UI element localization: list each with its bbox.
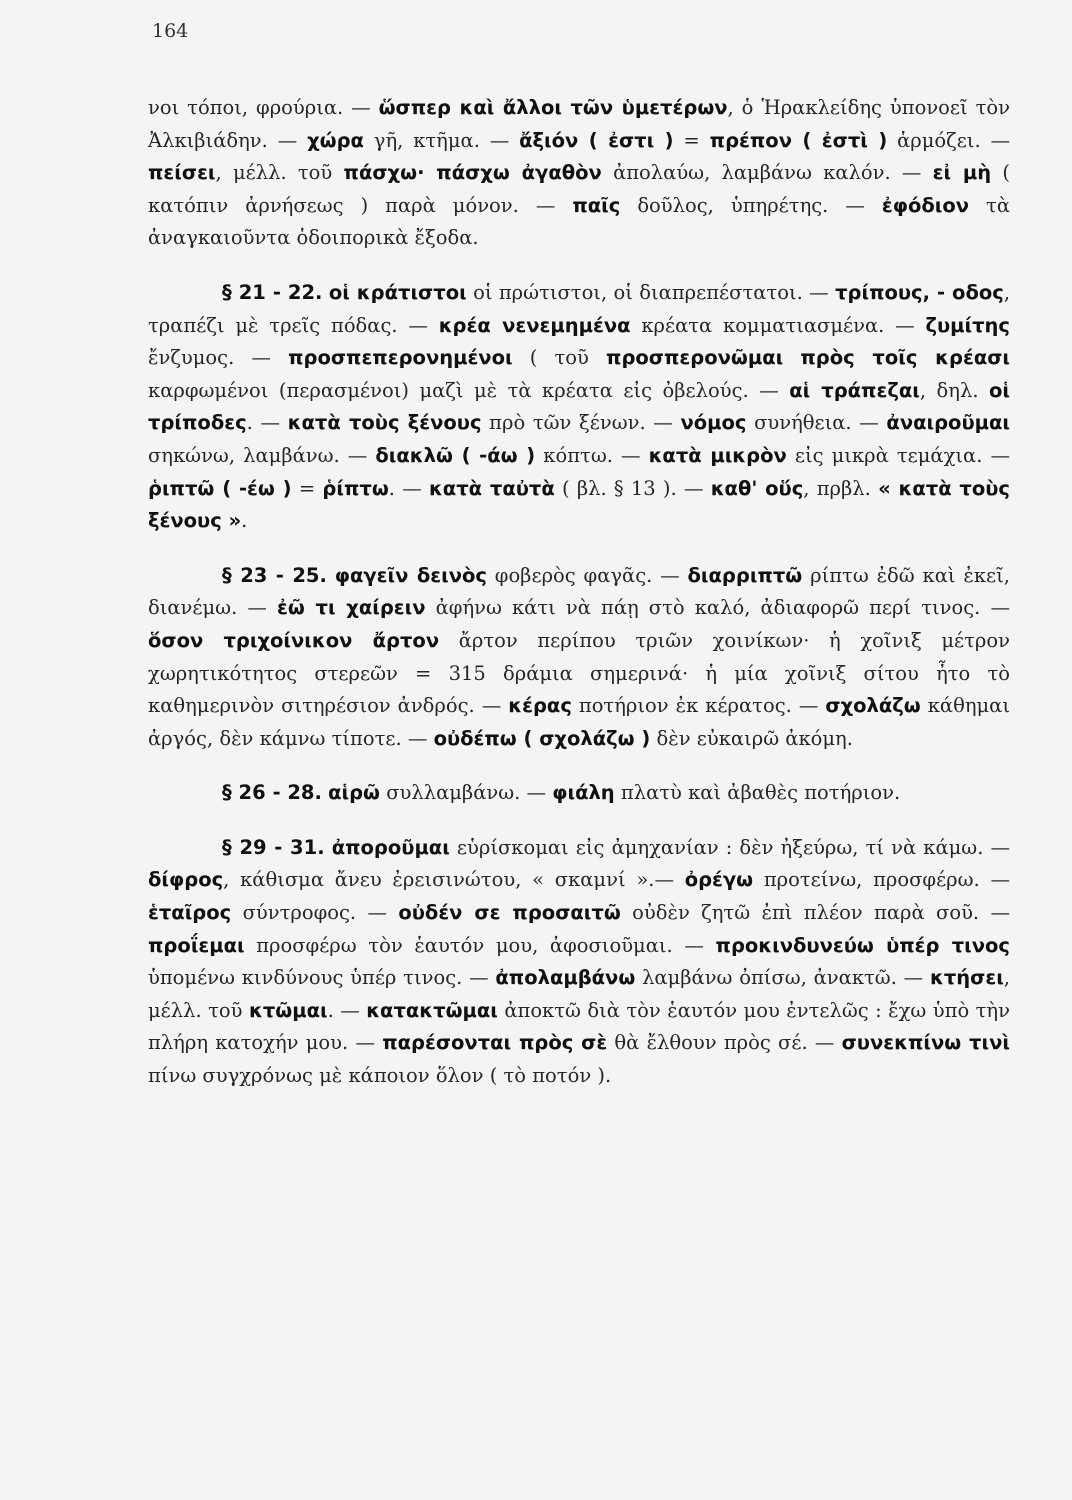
- gloss-text: πρὸ τῶν ξένων. —: [481, 411, 681, 435]
- gloss-text: κάθημαι ἀργός, δὲν κάμνω τίποτε. —: [148, 694, 1010, 750]
- section-reference: § 29 - 31.: [222, 835, 325, 859]
- lemma-term: καθ' οὕς: [710, 476, 804, 500]
- lemma-term: σχολάζω: [825, 694, 921, 718]
- gloss-text: . —: [246, 411, 288, 435]
- lemma-term: ἐῶ τι χαίρειν: [277, 596, 426, 620]
- lemma-term: πρέπον ( ἐστὶ ): [709, 128, 888, 152]
- lemma-term: πρὸς τοῖς κρέασι: [800, 346, 1011, 370]
- lemma-term: αἱ τράπεζαι: [789, 378, 920, 402]
- lemma-term: οἱ κράτιστοι: [328, 280, 467, 304]
- gloss-text: ἀπολαύω, λαμβάνω καλόν. —: [601, 161, 933, 185]
- lemma-term: συνεκπίνω τινὶ: [841, 1031, 1010, 1055]
- commentary-paragraph: [148, 92, 1010, 255]
- gloss-text: , μέλλ. τοῦ: [215, 161, 344, 185]
- gloss-text: ἀφήνω κάτι νὰ πάῃ στὸ καλό, ἀδιαφορῶ περί τινος. —: [425, 596, 1010, 620]
- lemma-term: κατακτῶμαι: [366, 998, 498, 1022]
- gloss-text: εἰς μικρὰ τεμάχια. —: [786, 443, 1010, 467]
- gloss-text: . —: [327, 998, 367, 1022]
- gloss-text: πλατὺ καὶ ἀβαθὲς ποτήριον.: [614, 781, 901, 805]
- lemma-term: προσπερονῶμαι: [606, 346, 784, 370]
- gloss-text: . —: [388, 476, 429, 500]
- gloss-text: ὑπομένω κινδύνους ὑπέρ τινος. —: [148, 966, 496, 990]
- gloss-text: ἄρτον περίπου τριῶν χοινίκων· ἡ χοῖνιξ μέτρον χωρητικότητος στερεῶν = 315 δράμια σημερινά· ἡ μία χοῖνιξ σίτου ἦτο τὸ καθημερινὸν σιτηρέσιον ἀνδρός. —: [148, 628, 1010, 718]
- section-reference: § 26 - 28.: [222, 781, 322, 805]
- lemma-term: ἐφόδιον: [881, 193, 970, 217]
- gloss-text: γῆ, κτῆμα. —: [363, 128, 520, 152]
- gloss-text: νοι τόποι, φρούρια. —: [148, 96, 379, 119]
- lemma-term: φαγεῖν δεινὸς: [334, 563, 487, 587]
- lemma-term: κρέα νενεμημένα: [438, 313, 631, 337]
- lemma-term: « κατὰ τοὺς ξένους »: [148, 476, 1010, 533]
- gloss-text: =: [291, 476, 323, 500]
- lemma-term: προκινδυνεύω ὑπέρ τινος: [715, 933, 1010, 957]
- gloss-text: κρέατα κομματιασμένα. —: [630, 313, 926, 337]
- lemma-term: ὥσπερ καὶ ἄλλοι τῶν ὑμετέρων: [378, 96, 728, 119]
- gloss-text: ἀποκτῶ διὰ τὸν ἑαυτόν μου ἐντελῶς : ἔχω ὑπὸ τὴν πλήρη κατοχήν μου. —: [148, 998, 1010, 1055]
- gloss-text: θὰ ἔλθουν πρὸς σέ. —: [607, 1031, 842, 1055]
- gloss-text: ἁρμόζει. —: [887, 128, 1011, 152]
- lemma-term: ῥίπτω: [322, 476, 389, 500]
- commentary-paragraph: [148, 777, 1010, 810]
- lemma-term: πείσει: [148, 161, 216, 185]
- lemma-term: κτήσει: [929, 966, 1004, 990]
- lemma-term: κατὰ ταὐτὰ: [428, 476, 555, 500]
- gloss-text: , πρβλ.: [803, 476, 879, 500]
- gloss-text: λαμβάνω ὀπίσω, ἀνακτῶ. —: [635, 966, 930, 990]
- commentary-body: [148, 92, 1010, 1093]
- page-number: 164: [152, 20, 189, 42]
- commentary-paragraph: [148, 560, 1010, 756]
- lemma-term: προΐεμαι: [148, 933, 245, 957]
- lemma-term: ῥιπτῶ ( -έω ): [148, 476, 292, 500]
- lemma-term: ἀπολαμβάνω: [495, 966, 636, 990]
- gloss-text: [325, 836, 332, 859]
- gloss-text: οὐδὲν ζητῶ ἐπὶ πλέον παρὰ σοῦ. —: [620, 901, 1010, 925]
- lemma-term: πάσχω· πάσχω ἀγαθὸν: [343, 161, 602, 185]
- lemma-term: νόμος: [680, 411, 747, 435]
- gloss-text: , ὁ Ἡρακλείδης ὑπονοεῖ τὸν Ἀλκιβιάδην. —: [148, 96, 1010, 152]
- gloss-text: φοβερὸς φαγᾶς. —: [486, 563, 688, 587]
- lemma-term: ἀναιροῦμαι: [886, 411, 1010, 435]
- lemma-term: ζυμίτης: [925, 313, 1010, 337]
- lemma-term: οὐδέπω ( σχολάζω ): [433, 726, 651, 750]
- gloss-text: ποτήριον ἐκ κέρατος. —: [571, 694, 826, 718]
- gloss-text: καρφωμένοι (περασμένοι) μαζὶ μὲ τὰ κρέατα εἰς ὀβελούς. —: [148, 378, 790, 402]
- section-reference: § 21 - 22.: [222, 280, 323, 304]
- gloss-text: ( κατόπιν ἀρνήσεως ) παρὰ μόνον. —: [148, 161, 1010, 217]
- lemma-term: φιάλη: [552, 781, 615, 805]
- gloss-text: ἔνζυμος. —: [148, 346, 289, 370]
- lemma-term: εἰ μὴ: [932, 161, 992, 185]
- gloss-text: ( τοῦ: [512, 346, 607, 370]
- lemma-term: αἱρῶ: [328, 781, 380, 805]
- lemma-term: οἱ τρίποδες: [148, 378, 1010, 435]
- lemma-term: κατὰ μικρὸν: [648, 443, 787, 467]
- gloss-text: =: [673, 128, 710, 152]
- section-reference: § 23 - 25.: [222, 563, 327, 587]
- commentary-paragraph: [148, 277, 1010, 538]
- lemma-term: κέρας: [508, 694, 572, 718]
- gloss-text: , κάθισμα ἄνευ ἐρεισινώτου, « σκαμνί ».—: [223, 868, 685, 892]
- lemma-term: κατὰ τοὺς ξένους: [287, 411, 482, 435]
- gloss-text: προτείνω, προσφέρω. —: [753, 868, 1010, 892]
- gloss-text: , μέλλ. τοῦ: [148, 966, 1010, 1022]
- lemma-term: προσπεπερονημένοι: [288, 346, 513, 370]
- gloss-text: , τραπέζι μὲ τρεῖς πόδας. —: [148, 280, 1011, 337]
- lemma-term: διαρριπτῶ: [687, 563, 803, 587]
- lemma-term: χώρα: [307, 128, 364, 152]
- lemma-term: δίφρος: [148, 868, 224, 892]
- gloss-text: πίνω συγχρόνως μὲ κάποιον ὅλον ( τὸ ποτόν ).: [148, 1064, 612, 1088]
- lemma-term: ὀρέγω: [684, 868, 754, 892]
- gloss-text: συνήθεια. —: [746, 411, 887, 435]
- gloss-text: [783, 346, 800, 369]
- gloss-text: συλλαμβάνω. —: [380, 781, 553, 805]
- gloss-text: κόπτω. —: [535, 443, 649, 467]
- lemma-term: ἄξιόν ( ἐστι ): [519, 128, 674, 152]
- lemma-term: παρέσονται πρὸς σὲ: [382, 1031, 608, 1055]
- gloss-text: δοῦλος, ὑπηρέτης. —: [620, 193, 882, 217]
- gloss-text: σηκώνω, λαμβάνω. —: [148, 443, 376, 467]
- lemma-term: κτῶμαι: [248, 998, 328, 1022]
- gloss-text: ρίπτω ἐδῶ καὶ ἐκεῖ, διανέμω. —: [148, 563, 1011, 620]
- lemma-term: ἑταῖρος: [148, 901, 232, 925]
- gloss-text: οἱ πρώτιστοι, οἱ διαπρεπέστατοι. —: [466, 280, 836, 304]
- gloss-text: εὑρίσκομαι εἰς ἀμηχανίαν : δὲν ἠξεύρω, τί νὰ κάμω. —: [449, 835, 1010, 859]
- lemma-term: ἀποροῦμαι: [331, 835, 450, 859]
- gloss-text: προσφέρω τὸν ἑαυτόν μου, ἀφοσιοῦμαι. —: [244, 933, 716, 957]
- lemma-term: οὐδέν σε προσαιτῶ: [398, 901, 621, 925]
- lemma-term: τρίπους, - οδος: [835, 280, 1004, 304]
- lemma-term: ὅσον τριχοίνικον ἄρτον: [148, 628, 440, 652]
- gloss-text: σύντροφος. —: [231, 901, 399, 925]
- gloss-text: .: [241, 509, 248, 533]
- commentary-paragraph: [148, 832, 1010, 1093]
- gloss-text: τὰ ἀναγκαιοῦντα ὁδοιπορικὰ ἔξοδα.: [148, 193, 1010, 250]
- gloss-text: ( βλ. § 13 ). —: [554, 476, 711, 500]
- gloss-text: , δηλ.: [919, 378, 989, 402]
- lemma-term: παῖς: [572, 193, 621, 217]
- lemma-term: διακλῶ ( -άω ): [375, 443, 536, 467]
- gloss-text: [327, 564, 335, 587]
- gloss-text: δὲν εὐκαιρῶ ἀκόμη.: [650, 726, 853, 750]
